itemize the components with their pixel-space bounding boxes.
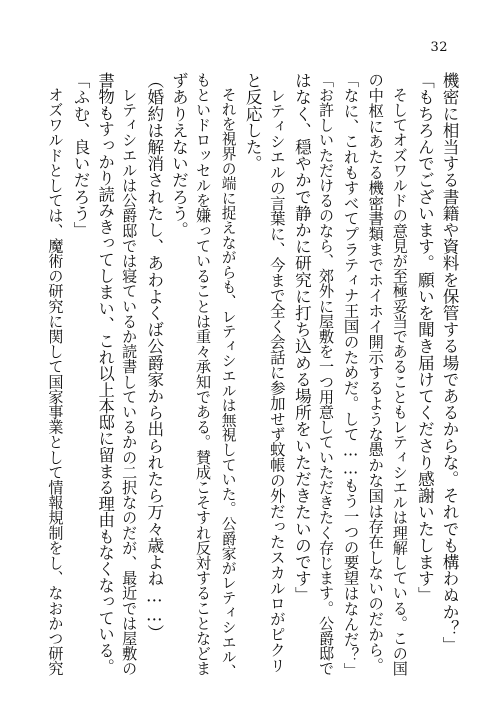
text-line: レティシエルの言葉に、今まで全く会話に参加せず蚊帳の外だったスカルロがピクリ xyxy=(267,72,286,673)
text-line: の中枢にあたる機密書類までホイホイ開示するような愚かな国は存在しないのだから。 xyxy=(366,72,385,673)
page-number: 32 xyxy=(430,40,448,55)
text-line: はなく、穏やかで静かに研究に打ち込める場所をいただきたいのです」 xyxy=(292,72,312,604)
text-line: もといドロッセルを嫌っていることは重々承知である。賛成こそすれ反対することなどま xyxy=(194,72,212,676)
text-line: 機密に相当する書籍や資料を保管する場であるからな。それでも構わぬか？」 xyxy=(440,72,459,653)
text-line: レティシエルは公爵邸では寝ているか読書しているかの二択なのだが、最近では屋敷の xyxy=(120,72,139,676)
text-line: （婚約は解消されたし、あわよくば公爵家から出られたら万々歳よね……） xyxy=(144,72,164,642)
text-line: と反応した。 xyxy=(243,72,263,172)
text-line: 「もちろんでございます。願いを聞き届けてくださり感謝いたします」 xyxy=(415,72,435,604)
text-line: 「お許しいただけるのなら、郊外に屋敷を一つ用意していただきたく存じます。公爵邸で xyxy=(317,72,335,676)
text-line: オズワルドとしては、魔術の研究に関して国家事業として情報規制をし、なおかつ研究 xyxy=(46,72,65,676)
text-line: 「なに、これもすべてプラティナ王国のためだ。して……もう一つの要望はなんだ？」 xyxy=(341,72,360,678)
text-line: そしてオズワルドの意見が至極妥当であることもレティシエルは理解している。この国 xyxy=(390,72,409,676)
vertical-text-block xyxy=(38,72,458,682)
text-line: 書物もすっかり読みきってしまい、これ以上本邸に留まる理由もなくなっている。 xyxy=(95,72,115,675)
text-line: それを視界の端に捉えながらも、レティシエルは無視していた。公爵家がレティシエル、 xyxy=(219,72,237,679)
text-line: ずありえないだろう。 xyxy=(169,72,189,238)
text-line: 「ふむ、良いだろう」 xyxy=(71,72,90,238)
